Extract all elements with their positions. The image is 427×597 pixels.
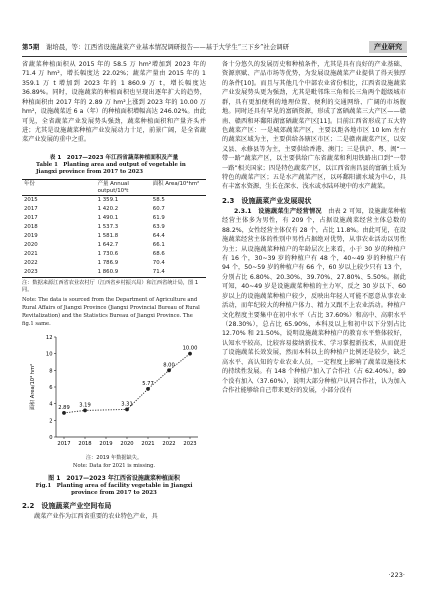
data-label: 2.89 — [58, 405, 70, 412]
table-row — [22, 268, 206, 277]
x-tick-label: 2017 — [57, 441, 71, 448]
x-tick-label: 2020 — [120, 441, 134, 448]
data-label: 5.77 — [142, 381, 154, 388]
data-point — [167, 369, 171, 373]
table-header-cell: 面积 Area/10⁴hm² — [151, 180, 206, 196]
table-note-cn: 注：数据来源江西省农业农村厅（江西省乡村振兴局）和江西省统计局，图 1 同。 — [22, 279, 199, 294]
table-cell: 2022 — [24, 259, 38, 266]
table-cell: 64.4 — [152, 233, 165, 240]
table-cell: 1 642.7 — [97, 241, 119, 248]
table-cell: 2023 — [22, 268, 96, 277]
y-axis-label: 面积 Area/10⁴ hm² — [30, 364, 36, 411]
issue-number: 第5期 — [22, 43, 40, 51]
vegetable-table — [22, 179, 206, 277]
table-cell: 2017 — [24, 206, 38, 213]
table-cell: 2021 — [24, 250, 38, 257]
table-row — [22, 196, 206, 205]
data-label: 8.00 — [163, 362, 175, 369]
left-column — [22, 60, 206, 522]
table-row — [22, 232, 206, 241]
table-cell: 1 860.9 — [96, 268, 151, 277]
table-row — [22, 259, 206, 268]
right-column — [222, 60, 406, 395]
chart-axes — [28, 335, 198, 447]
x-tick-label: 2022 — [162, 441, 176, 448]
table-cell: 66.1 — [152, 241, 165, 248]
y-tick-label: 2 — [49, 418, 53, 425]
table-cell: 2020 — [24, 241, 38, 248]
data-point — [83, 409, 87, 413]
table-cell: 1 786.9 — [97, 259, 119, 266]
running-header — [22, 40, 407, 54]
table-cell: 63.9 — [152, 224, 165, 231]
section-heading: 2.3 设施蔬菜产业发展现状 — [222, 196, 312, 205]
table-cell: 1 730.6 — [97, 250, 119, 257]
table-cell: 1 359.1 — [97, 197, 119, 204]
x-tick-label: 2023 — [183, 441, 197, 448]
figure-caption-en: Fig.1 Planting area of facility vegetable in Jiangxi province from 2017 to 2023 — [35, 482, 193, 497]
running-title: 谢培晨，等：江西省设施蔬菜产业基本情况调研报告——基于大学生“三下乡”社会调研 — [46, 43, 289, 51]
table-cell: 1 490.1 — [97, 215, 119, 222]
figure-note-en: Note: Data for 2021 is missing. — [72, 463, 156, 470]
table-note-en: Note: The data is sourced from the Department of Agriculture and Rural Affairs of Jiangxi Province (Jiangxi Provincial Bureau of Rural Revitalization) and the Statistics Bureau of Jiangxi Province. The fig.1 same. — [22, 297, 200, 327]
data-label: 3.19 — [79, 402, 91, 409]
data-point — [146, 387, 150, 391]
paragraph — [222, 207, 406, 395]
table-cell: 1 581.8 — [97, 233, 119, 240]
table-row — [22, 241, 206, 250]
table-cell: 61.9 — [152, 215, 165, 222]
header-rule — [22, 56, 407, 57]
paragraph-text: 由表 2 可知，设施蔬菜种植经营主体多为男性，有 209 个，占据设施蔬菜经营主体总数的 88.2%，女性经营主体仅有 28 个，占比 11.8%。由此可见，在设施蔬菜经营主体的性别中男性占据绝对优势，从事农业活动以男性为主；从设施蔬菜种植户的年龄层次上来看，小于 30 岁的种植户有 16 个，30~39 岁的种植户有 48 个，40~49 岁的种植户有 94 个，50~59 岁的种植户有 66 个，60 岁以上较少只有 13 个，分别占比 6.80%、20.30%、39.70%、27.80%、5.50%。据此可知，40~49 岁是设施蔬菜种植的主力军，反之 30 岁以下、60 岁以上的设施蔬菜种植户较少，反映出年轻人可能不愿意从事农业活动，而年纪较大的种植户体力、精力又跟不上农业活动。种植户文化程度主要集中在初中水平（占比 37.60%）和高中、高职水平（28.30%），总占比 65.90%，本科及以上和初中以下分别占比 12.70% 和 21.50%，说明设施蔬菜种植户的教育水平整体较好，认知水平较高，比较容易接纳新技术、学习掌握新技术，从而促进了设施蔬菜长效发展，然而本科以上的种植户比例还是较少，缺乏高水平、高认知的专业农业人员，一定程度上影响了蔬菜设施技术的持续性发展。有 148 个种植户加入了合作社（占 62.40%），89 个没有加入（37.60%），说明大部分种植户认同合作社，认为加入合作社能够给自己带来更好的发展，小部分没有 — [222, 207, 407, 394]
y-tick-label: 8 — [49, 368, 53, 375]
chart-marks — [58, 346, 197, 415]
table-header-cell: 产量 Annual output/10⁴t — [96, 180, 151, 196]
paragraph: 备十分悠久的发展历史和种植条件，尤其是具有良好的产业基础、资源禀赋、产品市场等优势，为发展设施蔬菜产业提供了得天独厚的条件[10]。而且与其他几个中部农业省份相比，江西省设施蔬菜产业发展势头更为强劲，尤其是毗邻珠三角和长三角两个超级城市群，具有更加便利的地理位置、便利的交通网络、广阔的市场腹地。同时还具有罕见的富硒资源，形成了富硒蔬菜三大产区——赣南、赣西和环鄱阳湖富硒蔬菜产区[11]。目前江西省形成了五大特色蔬菜产区：一是城郊蔬菜产区，主要以距各地市区 10 km 左右的蔬菜区域为主，主要供给各辖区市区；二是赣南蔬菜产区，以安义县、永修县等为主，主要供给香港、澳门；三是供沪、粤、闽“一带一路”蔬菜产区，以主要供给广东省蔬菜和利用铁路出口到“一带一路”相关国家；四是特色蔬菜产区，以江西省南昌县的富硒土质为特色的蔬菜产区；五是水产蔬菜产区，以环鄱阳湖水域为中心，具有丰富水资源，生长在深水、浅水或水陆环境中的水产蔬菜。 — [222, 61, 406, 191]
table-row — [22, 205, 206, 214]
table-row — [22, 214, 206, 223]
data-point — [188, 352, 192, 356]
data-point — [125, 408, 129, 412]
y-tick-label: 4 — [49, 401, 53, 408]
data-label: 3.31 — [121, 401, 133, 408]
table-cell: 58.5 — [152, 197, 165, 204]
table-caption-en: Table 1 Planting area and output of vegetable in Jiangxi province from 2017 to 2023 — [36, 161, 186, 175]
data-label: 10.00 — [182, 345, 198, 352]
x-tick-label: 2018 — [78, 441, 92, 448]
y-tick-label: 0 — [49, 435, 53, 442]
table-cell: 60.7 — [152, 206, 165, 213]
subsection-heading: 2.3.1 设施蔬菜生产经营情况 — [234, 207, 322, 215]
figure-caption-cn: 图 1 2017—2023 年江西省设施蔬菜种植面积 — [48, 474, 180, 482]
table-cell: 71.4 — [151, 268, 206, 277]
table-cell: 2019 — [24, 233, 38, 240]
data-point — [62, 411, 66, 415]
table-cell: 70.4 — [152, 259, 165, 266]
y-tick-label: 10 — [45, 351, 53, 358]
x-tick-label: 2019 — [99, 441, 113, 448]
table-cell: 2017 — [24, 215, 38, 222]
section-heading: 2.2 设施蔬菜产业空间布局 — [22, 502, 112, 511]
table-row — [22, 223, 206, 232]
figure-note-cn: 注：2019 年数据缺失。 — [85, 455, 143, 462]
table-caption-cn: 表 1 2017—2023 年江西省蔬菜种植面积及产量 — [49, 154, 179, 161]
table-row — [22, 250, 206, 259]
paragraph: 省蔬菜种植面积从 2015 年的 58.5 万 hm²增加到 2023 年的 71.4 万 hm²，增长幅度达 22.02%；蔬菜产量由 2015 年的 1 359.1 万 t 增加到 2023 年的 1 860.9 万 t，增长幅度达 36.89%。同时，设施蔬菜的种植面积也呈现出逐年扩大的趋势，种植面积由 2017 年的 2.89 万 hm²上涨到 2023 年的 10.00 万 hm²，设施蔬菜近 6 a（年）的种植面积增幅高达 246.02%。由此可见，全省蔬菜产业发展势头强劲，蔬菜种植面积和产量齐头并进；尤其是设施蔬菜种植产业发展动力十足，前景广阔，是全省蔬菜产业发展的重中之重。 — [22, 61, 206, 144]
x-tick-label: 2021 — [141, 441, 155, 448]
table-cell: 2018 — [24, 224, 38, 231]
table-cell: 1 537.3 — [97, 224, 119, 231]
table-cell: 2015 — [24, 197, 38, 204]
facility-vegetable-area-chart — [22, 331, 206, 453]
y-tick-label: 12 — [45, 335, 53, 342]
table-cell: 68.6 — [152, 250, 165, 257]
paragraph: 蔬菜产业作为江西省重要的农业特色产业，具 — [34, 513, 158, 521]
y-tick-label: 6 — [49, 385, 53, 392]
section-tag: 产业研究 — [369, 41, 407, 53]
table-cell: 1 420.2 — [97, 206, 119, 213]
table-header-cell: 年份 — [22, 180, 96, 196]
page-number: ·223· — [388, 571, 405, 579]
